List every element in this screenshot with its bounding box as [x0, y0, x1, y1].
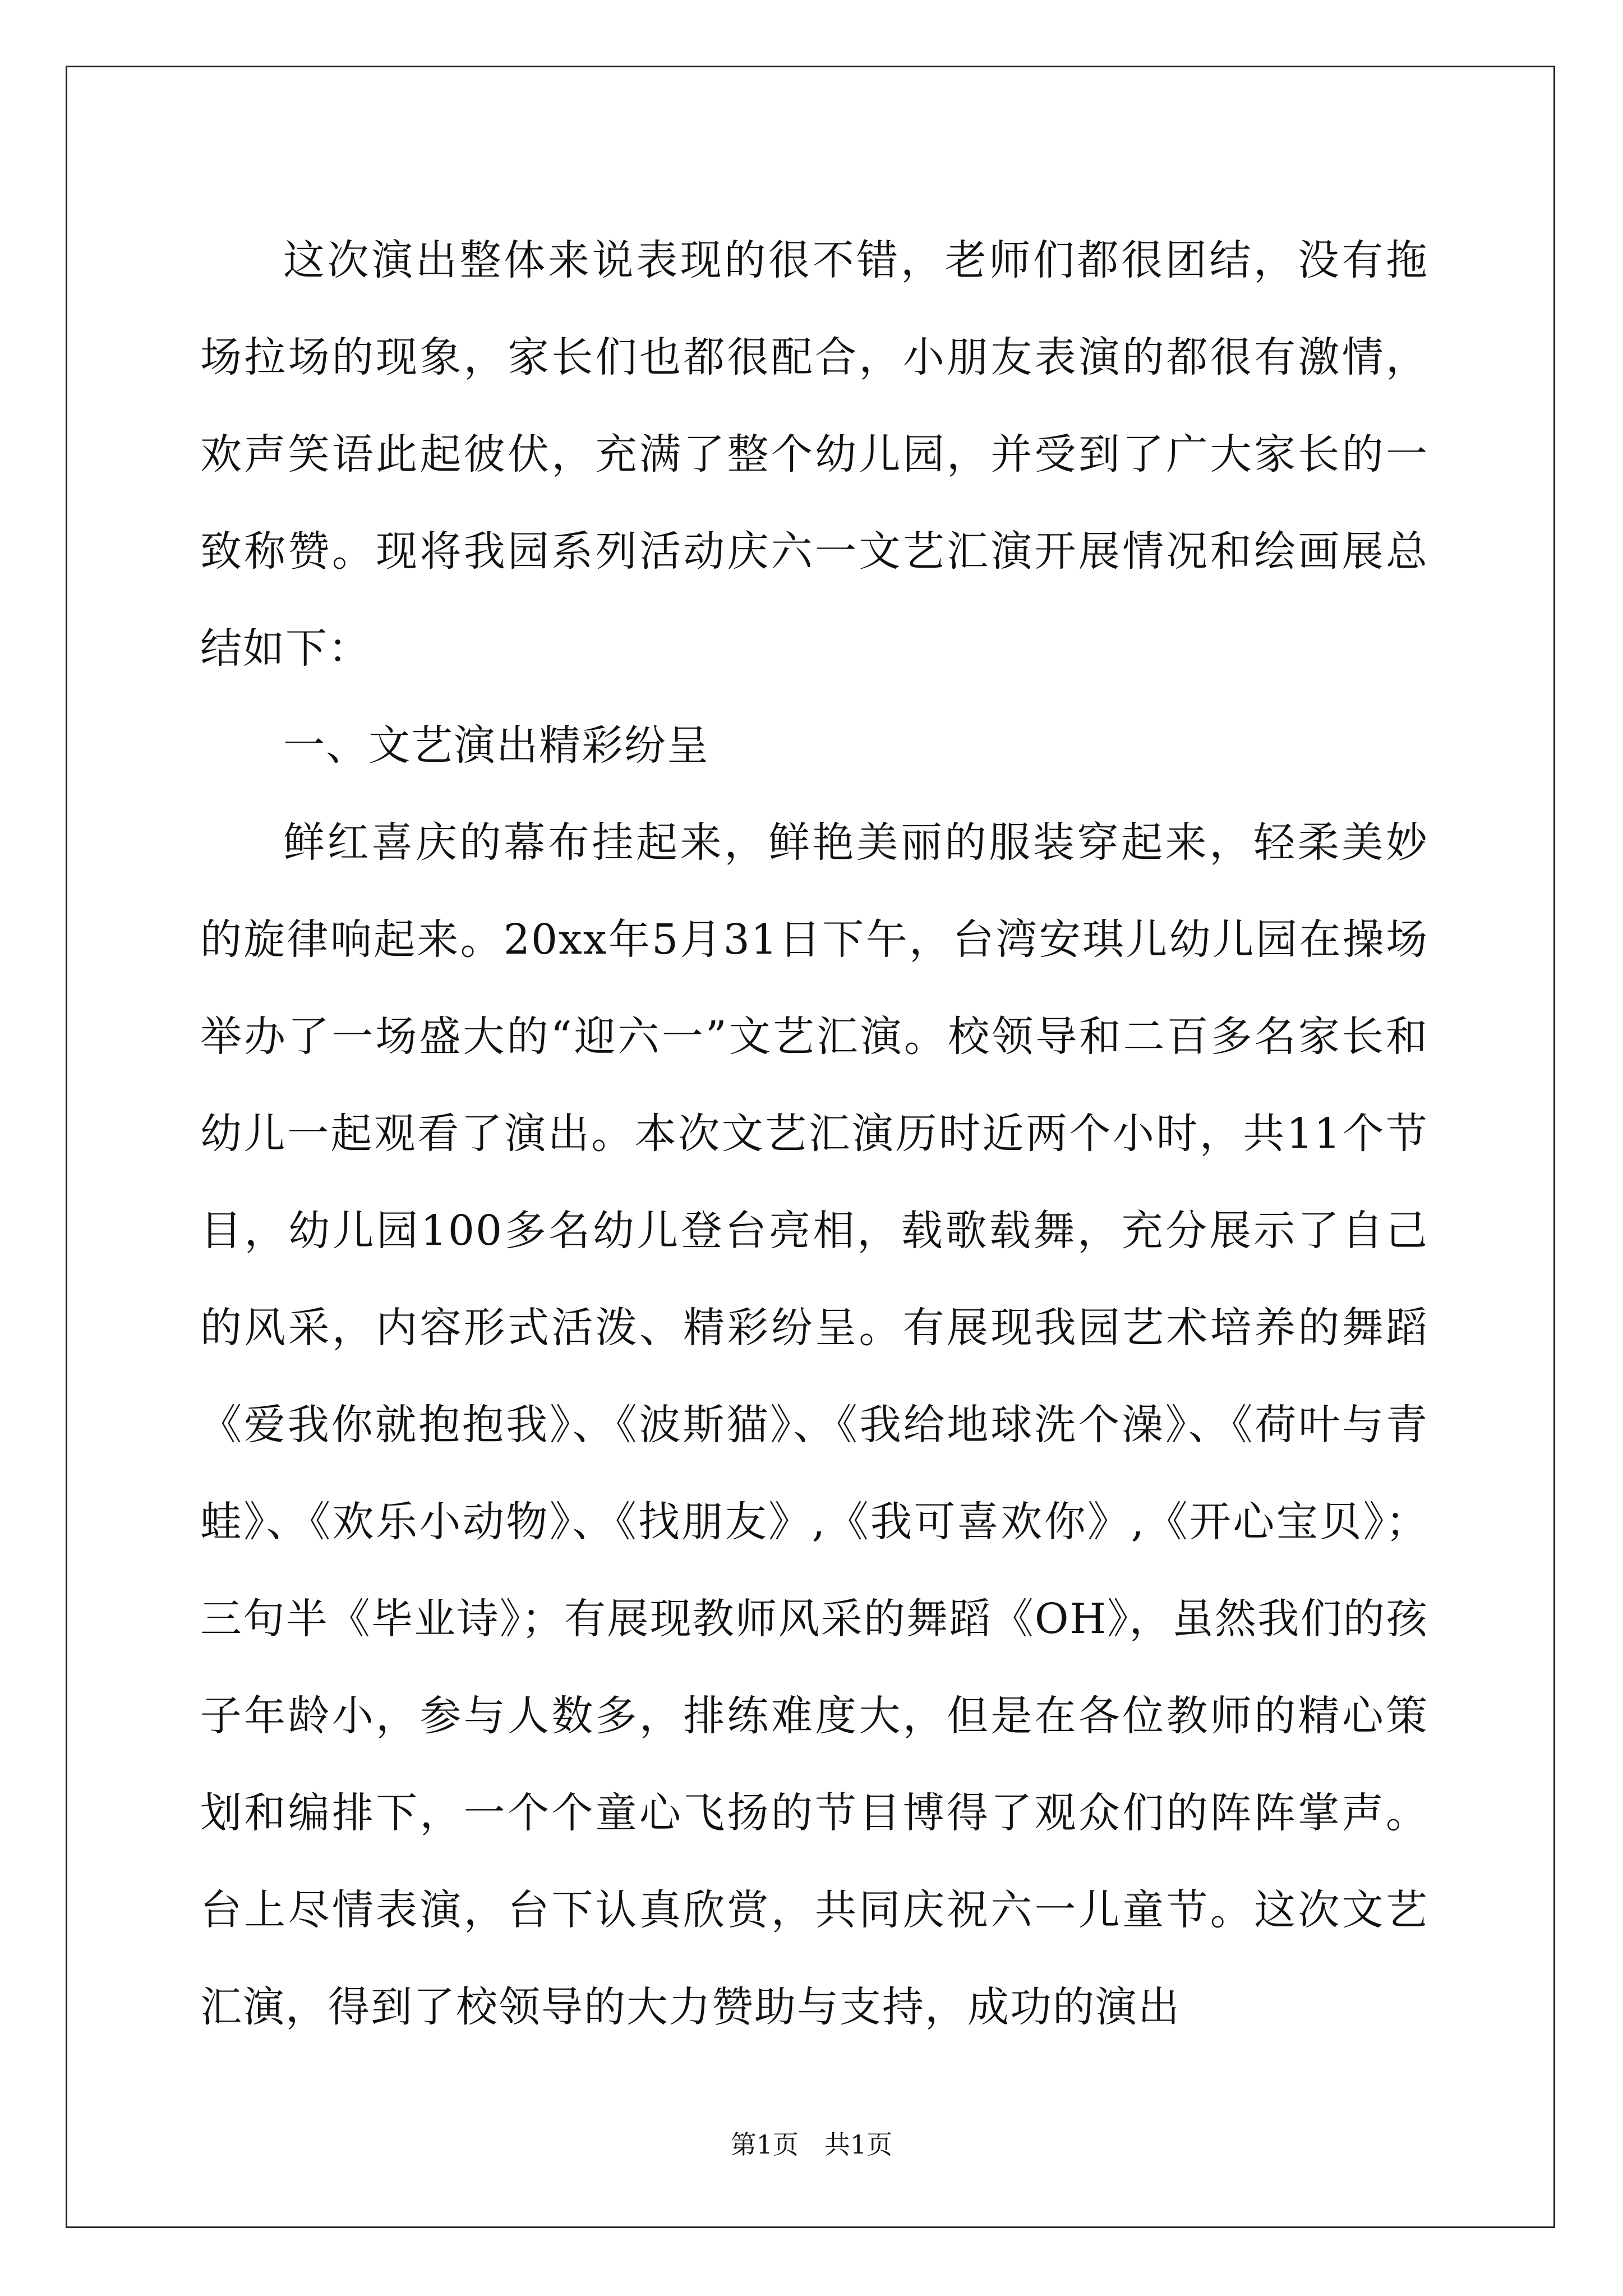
- document-body: [200, 212, 1428, 2056]
- paragraph-intro: 这次演出整体来说表现的很不错，老师们都很团结，没有拖场拉场的现象，家长们也都很配合，小朋友表演的都很有激情，欢声笑语此起彼伏，充满了整个幼儿园，并受到了广大家长的一致称赞。现将我园系列活动庆六一文艺汇演开展情况和绘画展总结如下：: [200, 236, 1428, 673]
- section-heading: 一、文艺演出精彩纷呈: [283, 721, 709, 770]
- paragraph-section-body: 鲜红喜庆的幕布挂起来，鲜艳美丽的服装穿起来，轻柔美妙的旋律响起来。20xx年5月31日下午，台湾安琪儿幼儿园在操场举办了一场盛大的“迎六一”文艺汇演。校领导和二百多名家长和幼儿一起观看了演出。本次文艺汇演历时近两个小时，共11个节目，幼儿园100多名幼儿登台亮相，载歌载舞，充分展示了自己的风采，内容形式活泼、精彩纷呈。有展现我园艺术培养的舞蹈《爱我你就抱抱我》、《波斯猫》、《我给地球洗个澡》、《荷叶与青蛙》、《欢乐小动物》、《找朋友》,《我可喜欢你》,《开心宝贝》；三句半《毕业诗》；有展现教师风采的舞蹈《OH》，虽然我们的孩子年龄小，参与人数多，排练难度大，但是在各位教师的精心策划和编排下，一个个童心飞扬的节目博得了观众们的阵阵掌声。台上尽情表演，台下认真欣赏，共同庆祝六一儿童节。这次文艺汇演，得到了校领导的大力赞助与支持，成功的演出: [200, 818, 1428, 2031]
- page-footer: 第1页 共1页: [730, 2129, 893, 2160]
